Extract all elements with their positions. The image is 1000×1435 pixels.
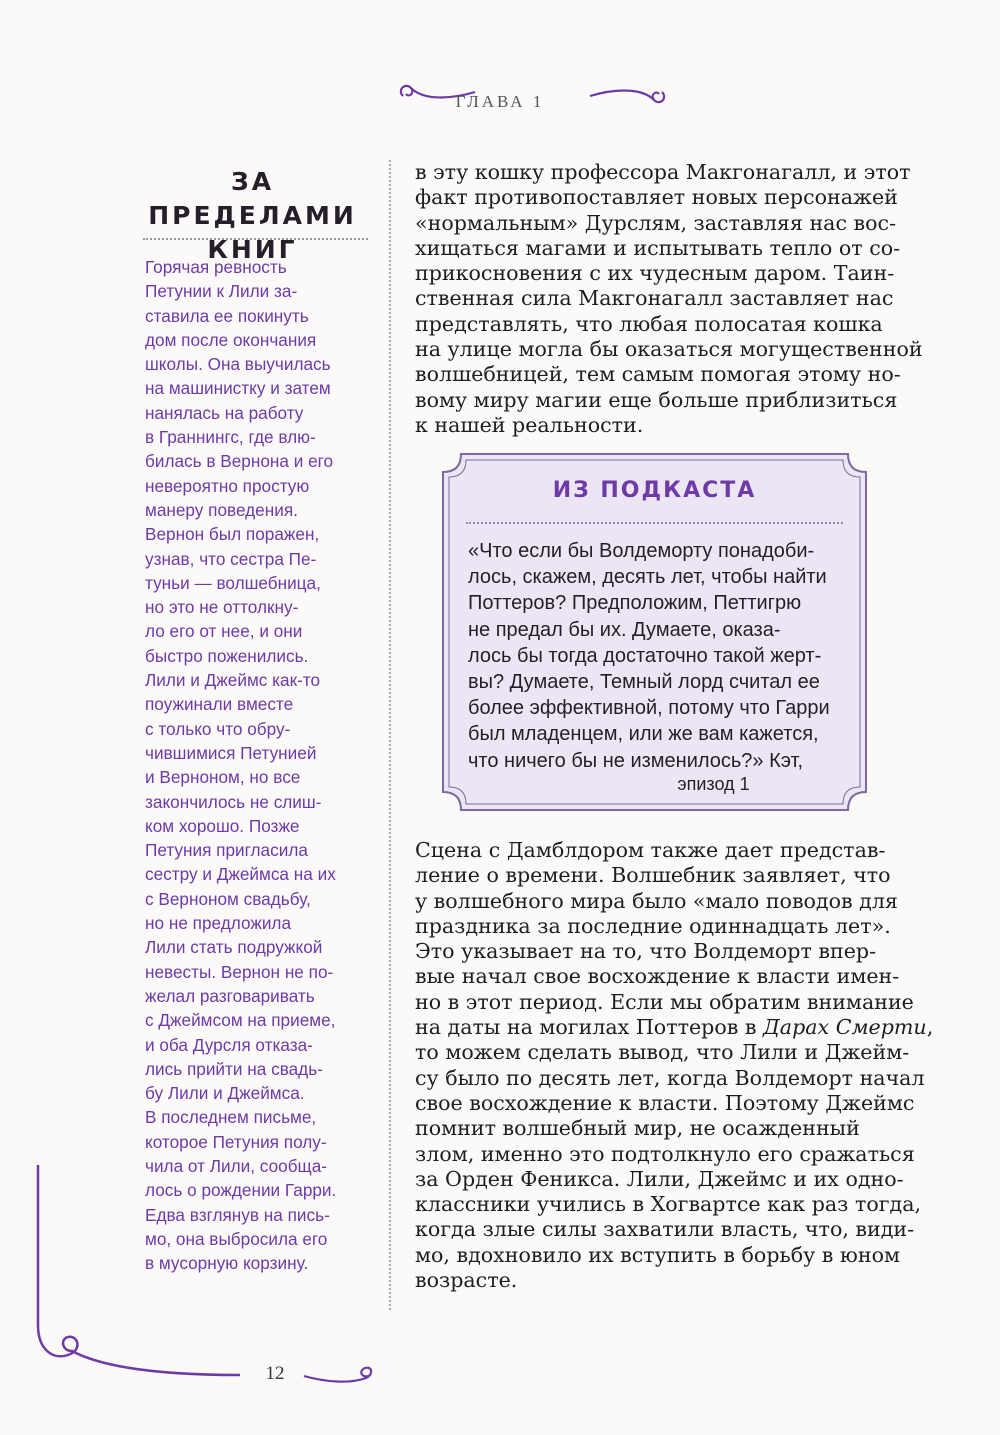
book-title-italic: Дарах Смерти xyxy=(763,1015,927,1040)
column-divider xyxy=(389,160,391,1310)
sidebar-divider xyxy=(143,238,368,240)
podcast-episode-text: эпизод 1 xyxy=(677,774,750,794)
page-number: 12 xyxy=(265,1363,285,1384)
paragraph-2-text-end: , то можем сделать вывод, что Лили и Джейм- су было по десять лет, когда Волдеморт начал свое восхождение к власти. Поэтому Джеймс помнит волшебный мир, не осажденный злом, именно это подтолкнуло его сражаться за Орден Феникса. Лили, Джеймс и их одно- классники учились в Хогвартсе как раз тогда, когда злые силы захватили власть, что, види- мо, вдохновило их вступить в борьбу в юном возрасте. xyxy=(415,1015,934,1293)
paragraph-2-text-start: Сцена с Дамблдором также дает представ- ление о времени. Волшебник заявляет, что у волшебного мира было «мало поводов для праздника за последние одиннадцать лет». Это указывает на то, что Волдеморт впер- вые начал свое восхождение к власти имен- но в этот период. Если мы обратим внимание на даты на могилах Поттеров в xyxy=(415,838,914,1040)
footer-flourish-icon xyxy=(300,1362,380,1392)
podcast-title: ИЗ ПОДКАСТА xyxy=(552,478,757,503)
podcast-quote: «Что если бы Волдеморту понадоби- лось, скажем, десять лет, чтобы найти Поттеров? Предположим, Петтигрю не предал бы их. Думаете, оказа- лось бы тогда достаточно такой жерт- вы? Думаете, Темный лорд считал ее более эффективной, потому что Гарри был младенцем, или же вам кажется, что ничего бы не изменилось?» Кэт, xyxy=(468,540,830,772)
main-paragraph-2 xyxy=(415,838,935,1293)
sidebar-title-text: ЗА ПРЕДЕЛАМИ КНИГ xyxy=(148,167,357,264)
corner-flourish-icon xyxy=(28,1165,253,1390)
podcast-episode xyxy=(441,774,986,795)
sidebar-text: Горячая ревность Петунии к Лили за- ставила ее покинуть дом после окончания школы. Она выучилась на машинистку и затем нанялась на работу в Граннингс, где влю- билась в Вернона и его невероятно простую манеру поведения. Вернон был поражен, узнав, что сестра Пе- туньи — волшебница, но это не оттолкну- ло его от нее, и они быстро поженились. Лили и Джеймс как-то поужинали вместе с только что обру- чившимися Петунией и Верноном, но все закончилось не слиш- ком хорошо. Позже Петуния пригласила сестру и Джеймса на их с Верноном свадьбу, но не предложила Лили стать подружкой невесты. Вернон не по- желал разговаривать с Джеймсом на приеме, и оба Дурсля отказа- лись прийти на свадь- бу Лили и Джеймса. В последнем письме, которое Петуния полу- чила от Лили, сообща- лось о рождении Гарри. Едва взглянув на пись- мо, она выбросила его в мусорную корзину. xyxy=(145,257,337,1274)
sidebar-title xyxy=(140,165,365,267)
main-paragraph-1: в эту кошку профессора Макгонагалл, и этот факт противопоставляет новых персонажей «нормальным» Дурслям, заставляя нас вос- хищаться магами и испытывать тепло от со- прикосновения с их чудесным даром. Таин- ственная сила Макгонагалл заставляет нас представлять, что любая полосатая кошка на улице могла бы оказаться могущественной волшебницей, тем самым помогая этому но- вому миру магии еще больше приблизиться к нашей реальности. xyxy=(415,160,923,437)
podcast-divider xyxy=(466,522,843,524)
chapter-label: ГЛАВА 1 xyxy=(455,92,545,111)
